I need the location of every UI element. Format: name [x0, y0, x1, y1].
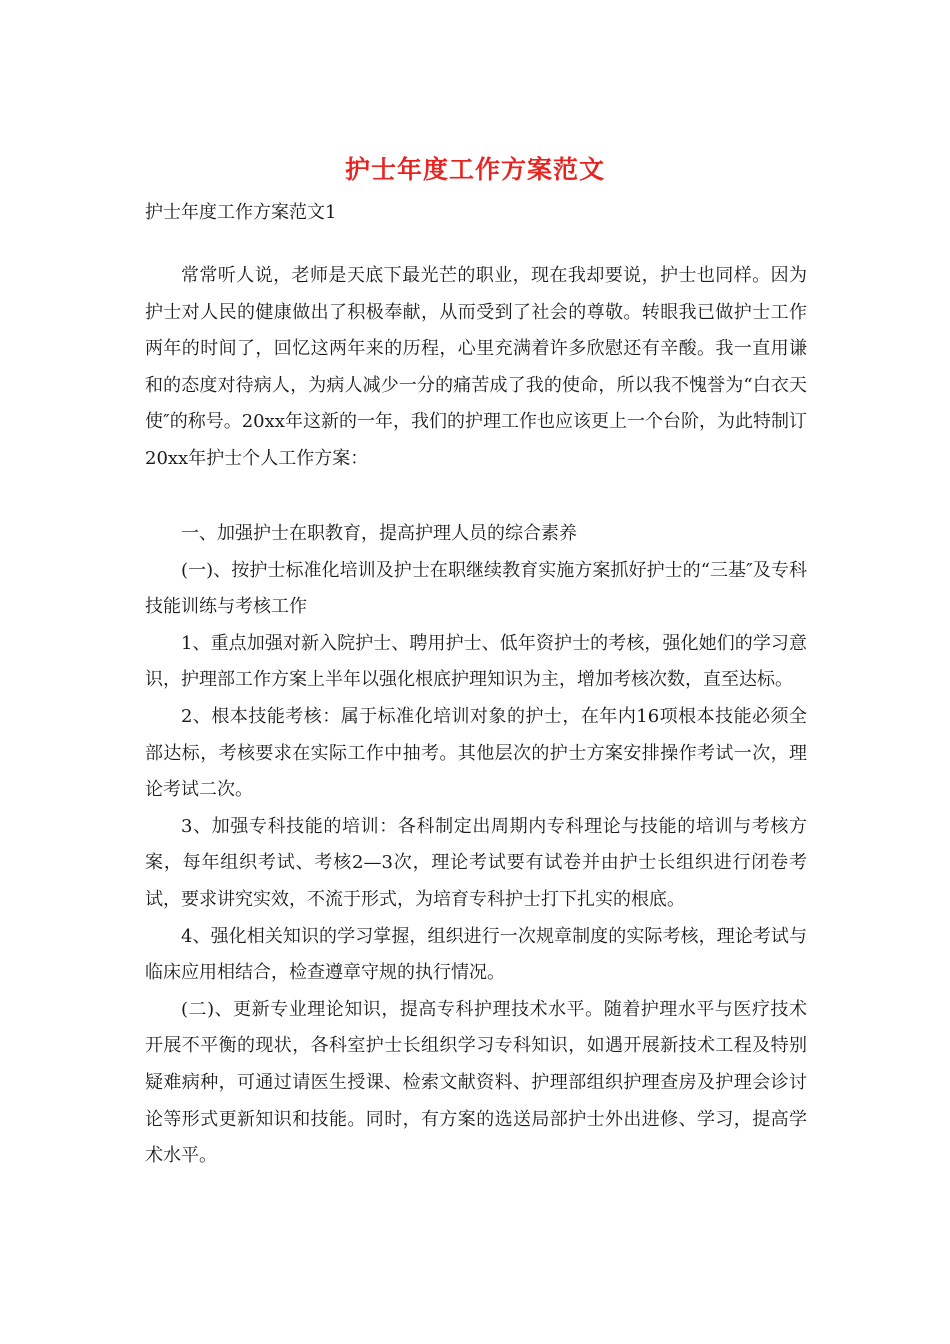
paragraph: 3、加强专科技能的培训：各科制定出周期内专科理论与技能的培训与考核方案，每年组织考试、考核2—3次，理论考试要有试卷并由护士长组织进行闭卷考试，要求讲究实效，不流于形式，为培育专科护士打下扎实的根底。	[145, 815, 807, 910]
paragraph: (二)、更新专业理论知识，提高专科护理技术水平。随着护理水平与医疗技术开展不平衡的现状，各科室护士长组织学习专科知识，如遇开展新技术工程及特别疑难病种，可通过请医生授课、检索文献资料、护理部组织护理查房及护理会诊讨论等形式更新知识和技能。同时，有方案的选送局部护士外出进修、学习，提高学术水平。	[145, 998, 807, 1167]
paragraph: 2、根本技能考核：属于标准化培训对象的护士，在年内16项根本技能必须全部达标，考核要求在实际工作中抽考。其他层次的护士方案安排操作考试一次，理论考试二次。	[145, 705, 807, 801]
paragraph: 4、强化相关知识的学习掌握，组织进行一次规章制度的实际考核，理论考试与临床应用相结合，检查遵章守规的执行情况。	[145, 925, 807, 984]
section-heading: 一、加强护士在职教育，提高护理人员的综合素养	[181, 523, 577, 544]
document-title: 护士年度工作方案范文	[344, 155, 605, 184]
document-subtitle: 护士年度工作方案范文1	[145, 202, 337, 223]
subsection-heading: (一)、按护士标准化培训及护士在职继续教育实施方案抓好护士的“三基″及专科技能训练与考核工作	[145, 559, 807, 618]
paragraph: 1、重点加强对新入院护士、聘用护士、低年资护士的考核，强化她们的学习意识，护理部工作方案上半年以强化根底护理知识为主，增加考核次数，直至达标。	[145, 632, 807, 691]
paragraph: 常常听人说，老师是天底下最光芒的职业，现在我却要说，护士也同样。因为护士对人民的健康做出了积极奉献，从而受到了社会的尊敬。转眼我已做护士工作两年的时间了，回忆这两年来的历程，心里充满着许多欣慰还有辛酸。我一直用谦和的态度对待病人，为病人减少一分的痛苦成了我的使命，所以我不愧誉为“白衣天使″的称号。20xx年这新的一年，我们的护理工作也应该更上一个台阶，为此特制订20xx年护士个人工作方案：	[145, 265, 807, 469]
plan-section	[145, 516, 807, 1175]
intro-section	[145, 258, 807, 478]
